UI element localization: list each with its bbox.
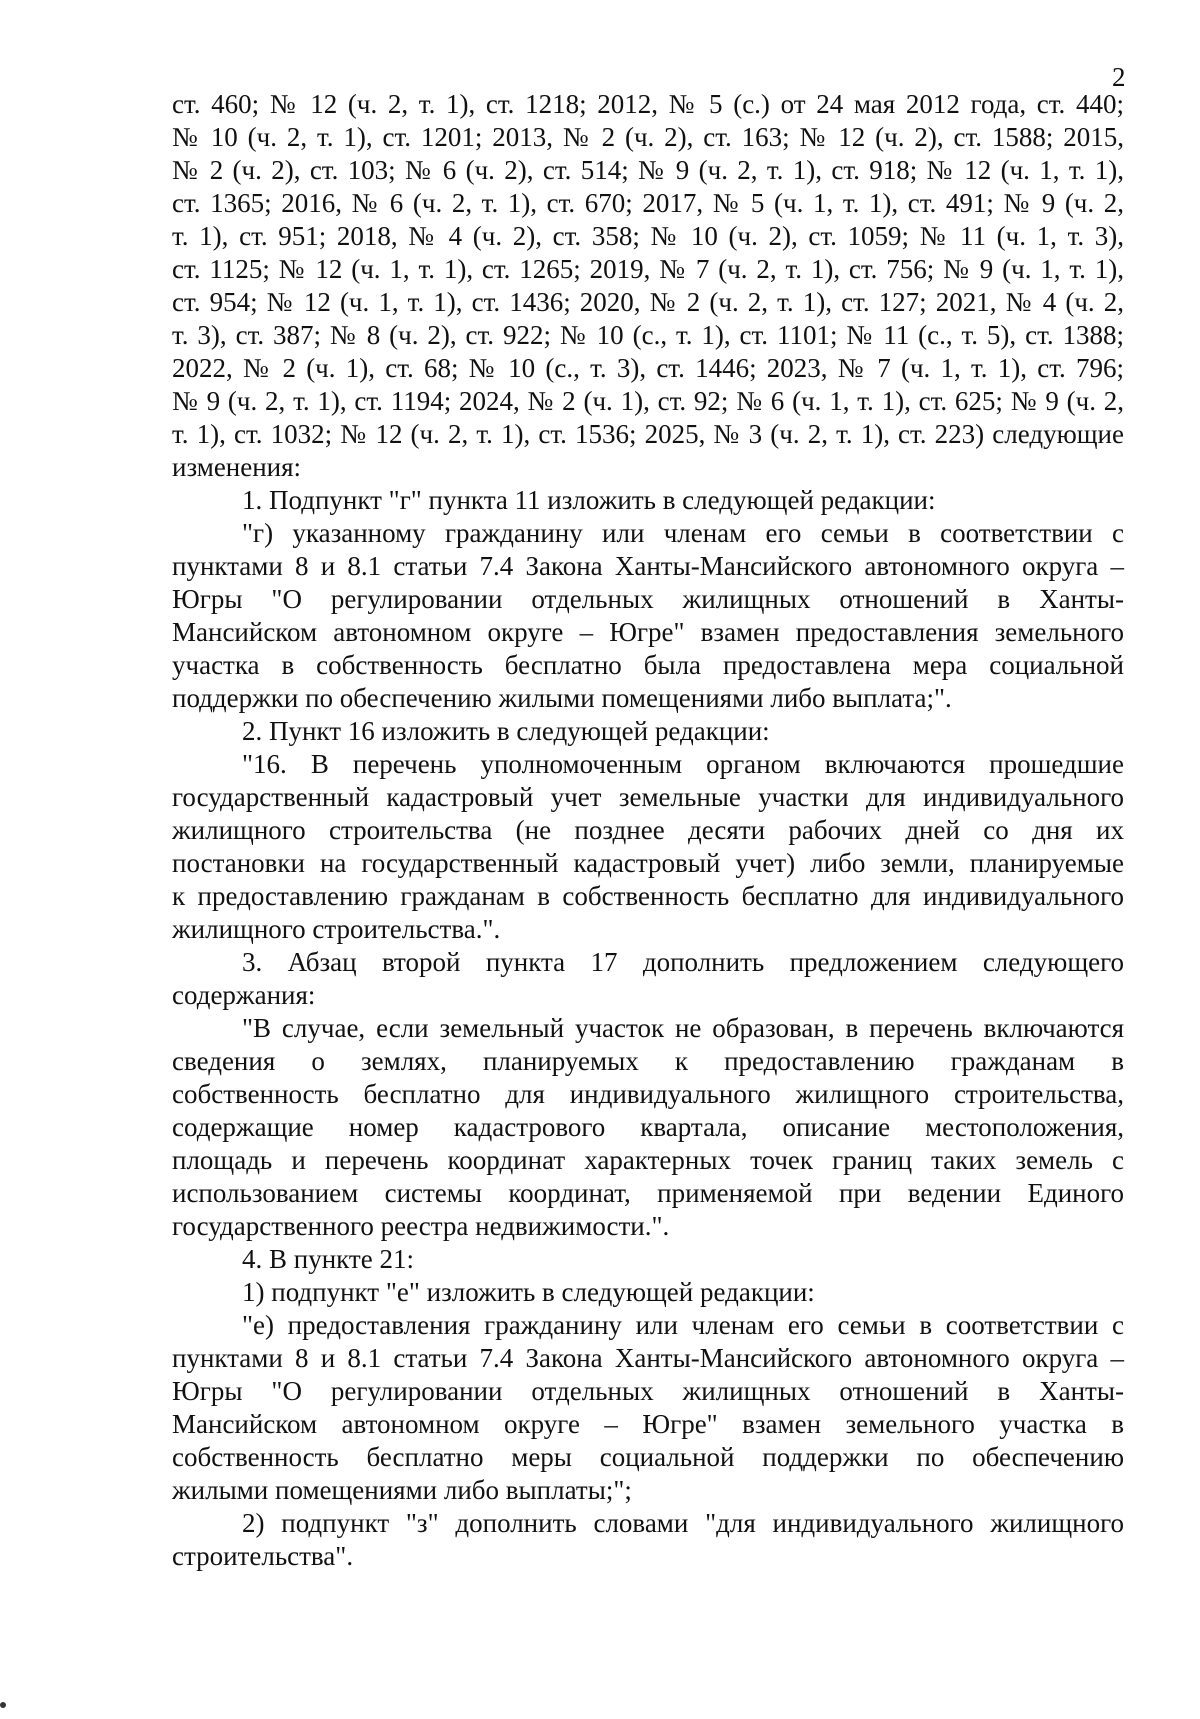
scan-edge-mark (0, 1702, 6, 1708)
amendment-item-4 (172, 1243, 1124, 1276)
text-line: 2022, № 2 (ч. 1), ст. 68; № 10 (с., т. 3), ст. 1446; 2023, № 7 (ч. 1, т. 1), ст. 796; (172, 353, 1124, 383)
text-line: т. 1), ст. 1032; № 12 (ч. 2, т. 1), ст. 1536; 2025, № 3 (ч. 2, т. 1), ст. 223) следующие (172, 419, 1124, 449)
quoted-subparagraph-e (172, 1309, 1124, 1507)
text-line: т. 3), ст. 387; № 8 (ч. 2), ст. 922; № 10 (с., т. 1), ст. 1101; № 11 (с., т. 5), ст. 1388; (172, 320, 1124, 350)
text-line: использованием системы координат, применяемой при ведении Единого (172, 1178, 1124, 1208)
quoted-point-16 (172, 748, 1124, 946)
text-line: Югры "О регулировании отдельных жилищных отношений в Ханты- (172, 1376, 1124, 1406)
text-line: Югры "О регулировании отдельных жилищных отношений в Ханты- (172, 584, 1124, 614)
text-line: содержащие номер кадастрового квартала, описание местоположения, (172, 1112, 1124, 1142)
text-line: ст. 1125; № 12 (ч. 1, т. 1), ст. 1265; 2019, № 7 (ч. 2, т. 1), ст. 756; № 9 (ч. 1, т. 1), (172, 254, 1124, 284)
text-line: № 2 (ч. 2), ст. 103; № 6 (ч. 2), ст. 514; № 9 (ч. 2, т. 1), ст. 918; № 12 (ч. 1, т. 1), (172, 155, 1124, 185)
text-line: ст. 954; № 12 (ч. 1, т. 1), ст. 1436; 2020, № 2 (ч. 2, т. 1), ст. 127; 2021, № 4 (ч. 2, (172, 287, 1124, 317)
text-line: изменения: (172, 452, 302, 482)
text-line: площадь и перечень координат характерных точек границ таких земель с (172, 1145, 1124, 1175)
quoted-subparagraph-g (172, 517, 1124, 715)
text-line: 1. Подпункт "г" пункта 11 изложить в следующей редакции: (242, 485, 936, 515)
text-line: жилищного строительства.". (172, 914, 501, 944)
text-line: 3. Абзац второй пункта 17 дополнить предложением следующего (242, 947, 1124, 977)
text-line: собственность бесплатно меры социальной поддержки по обеспечению (172, 1442, 1124, 1472)
text-line: "е) предоставления гражданину или членам его семьи в соответствии с (242, 1310, 1124, 1340)
text-line: "16. В перечень уполномоченным органом включаются прошедшие (242, 749, 1124, 779)
text-line: 4. В пункте 21: (242, 1244, 414, 1274)
text-line: Мансийском автономном округе – Югре" взамен земельного участка в (172, 1409, 1124, 1439)
quoted-addition-point-17 (172, 1012, 1124, 1243)
text-line: 2) подпункт "з" дополнить словами "для индивидуального жилищного (242, 1508, 1124, 1538)
text-line: 1) подпункт "е" изложить в следующей редакции: (242, 1277, 815, 1307)
text-line: сведения о землях, планируемых к предоставлению гражданам в (172, 1046, 1124, 1076)
text-line: Мансийском автономном округе – Югре" взамен предоставления земельного (172, 617, 1124, 647)
text-line: пунктами 8 и 8.1 статьи 7.4 Закона Ханты-Мансийского автономного округа – (172, 551, 1124, 581)
amendment-item-1 (172, 484, 1124, 517)
text-line: "В случае, если земельный участок не образован, в перечень включаются (242, 1013, 1124, 1043)
text-line: "г) указанному гражданину или членам его семьи в соответствии с (242, 518, 1124, 548)
text-line: содержания: (172, 980, 316, 1010)
amendment-subitem-2 (172, 1507, 1124, 1573)
document-body (172, 88, 1124, 1573)
amendment-item-3 (172, 946, 1124, 1012)
text-line: 2. Пункт 16 изложить в следующей редакции: (242, 716, 770, 746)
text-line: поддержки по обеспечению жилыми помещениями либо выплата;". (172, 683, 952, 713)
page-number: 2 (1112, 62, 1126, 92)
text-line: пунктами 8 и 8.1 статьи 7.4 Закона Ханты-Мансийского автономного округа – (172, 1343, 1124, 1373)
text-line: № 10 (ч. 2, т. 1), ст. 1201; 2013, № 2 (ч. 2), ст. 163; № 12 (ч. 2), ст. 1588; 2015, (172, 122, 1124, 152)
text-line: № 9 (ч. 2, т. 1), ст. 1194; 2024, № 2 (ч. 1), ст. 92; № 6 (ч. 1, т. 1), ст. 625; № 9 (ч. 2, (172, 386, 1124, 416)
text-line: ст. 460; № 12 (ч. 2, т. 1), ст. 1218; 2012, № 5 (с.) от 24 мая 2012 года, ст. 440; (172, 89, 1124, 119)
text-line: жилищного строительства (не позднее десяти рабочих дней со дня их (172, 815, 1124, 845)
text-line: жилыми помещениями либо выплаты;"; (172, 1475, 632, 1505)
text-line: т. 1), ст. 951; 2018, № 4 (ч. 2), ст. 358; № 10 (ч. 2), ст. 1059; № 11 (ч. 1, т. 3), (172, 221, 1124, 251)
text-line: строительства". (172, 1541, 354, 1571)
text-line: государственного реестра недвижимости.". (172, 1211, 670, 1241)
citation-continuation-paragraph (172, 88, 1124, 484)
text-line: государственный кадастровый учет земельные участки для индивидуального (172, 782, 1124, 812)
amendment-subitem-1 (172, 1276, 1124, 1309)
text-line: собственность бесплатно для индивидуального жилищного строительства, (172, 1079, 1124, 1109)
text-line: ст. 1365; 2016, № 6 (ч. 2, т. 1), ст. 670; 2017, № 5 (ч. 1, т. 1), ст. 491; № 9 (ч. 2, (172, 188, 1124, 218)
text-line: участка в собственность бесплатно была предоставлена мера социальной (172, 650, 1124, 680)
text-line: к предоставлению гражданам в собственность бесплатно для индивидуального (172, 881, 1124, 911)
text-line: постановки на государственный кадастровый учет) либо земли, планируемые (172, 848, 1124, 878)
amendment-item-2 (172, 715, 1124, 748)
